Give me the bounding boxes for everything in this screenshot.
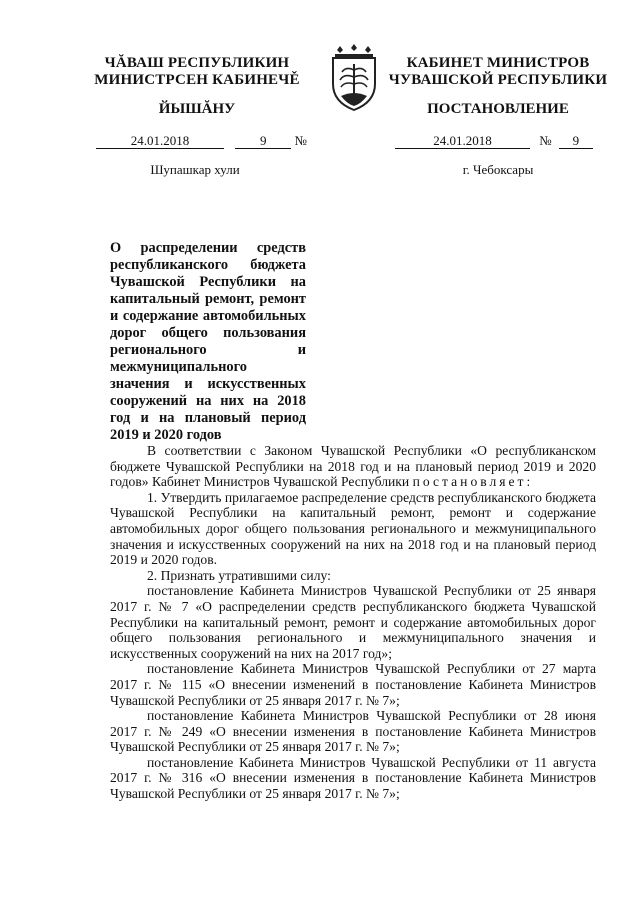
rescinded-item: постановление Кабинета Министров Чувашской Республики от 27 марта 2017 г. № 115 «О внесении изменений в постановление Кабинета Министров Чувашской Республики от 25 января 2017 г. № 7»; bbox=[110, 661, 596, 708]
resolves-text: постановляет: bbox=[412, 474, 534, 490]
doc-type-chuvash: ЙЫШĂНУ bbox=[158, 101, 236, 117]
issuer-chuvash bbox=[92, 55, 302, 89]
item-2: 2. Признать утратившими силу: bbox=[147, 567, 331, 583]
rescinded-item: постановление Кабинета Министров Чувашской Республики от 11 августа 2017 г. № 316 «О внесении изменения в постановление Кабинета Министров Чувашской Республики от 25 января 2017 г. № 7»; bbox=[110, 754, 596, 802]
date-row-russian bbox=[395, 133, 593, 149]
chuvash-coat-of-arms-icon bbox=[323, 44, 385, 116]
date-chuvash: 24.01.2018 bbox=[96, 134, 224, 149]
intro-text: В соответствии с Законом Чувашской Республики «О республиканском бюджете Чувашской Республики на 2018 год и на плановый период 2019 и 2020 годов» Кабинет Министров Чувашской Республики bbox=[110, 443, 596, 490]
document-body bbox=[110, 443, 596, 802]
number-russian: 9 bbox=[559, 134, 593, 149]
date-russian: 24.01.2018 bbox=[395, 134, 530, 149]
number-sign-chuvash: № bbox=[294, 133, 307, 148]
document-title: О распределении средств республиканского бюджета Чувашской Республики на капитальный ремонт, ремонт и содержание автомобильных дорог общего пользования регионального и межмуниципального значения и искусственных сооружений на них на 2018 год и на плановый период 2019 и 2020 годов bbox=[110, 240, 306, 443]
rescinded-item: постановление Кабинета Министров Чувашской Республики от 25 января 2017 г. № 7 «О распределении средств республиканского бюджета Чувашской Республики на капитальный ремонт, ремонт и содержание автомобильных дорог общего пользования регионального и межмуниципального значения и искусственных сооружений на них на 2017 год»; bbox=[110, 583, 596, 661]
issuer-chuvash-line2: МИНИСТРСЕН КАБИНЕЧĚ bbox=[94, 72, 300, 88]
number-sign-russian: № bbox=[539, 133, 552, 148]
doc-type-russian: ПОСТАНОВЛЕНИЕ bbox=[427, 101, 569, 117]
issuer-russian-line1: КАБИНЕТ МИНИСТРОВ bbox=[406, 55, 590, 71]
city-russian: г. Чебоксары bbox=[462, 162, 534, 177]
issuer-russian bbox=[388, 55, 608, 89]
issuer-russian-line2: ЧУВАШСКОЙ РЕСПУБЛИКИ bbox=[388, 72, 608, 88]
item-1: 1. Утвердить прилагаемое распределение средств республиканского бюджета Чувашской Республики на капитальный ремонт, ремонт и содержание автомобильных дорог общего пользования регионального и межмуниципального значения и искусственных сооружений на них на 2018 год и на плановый период 2019 и 2020 годов. bbox=[110, 489, 596, 568]
number-chuvash: 9 bbox=[235, 134, 291, 149]
rescinded-item: постановление Кабинета Министров Чувашской Республики от 28 июня 2017 г. № 249 «О внесении изменения в постановление Кабинета Министров Чувашской Республики от 25 января 2017 г. № 7»; bbox=[110, 708, 596, 755]
issuer-chuvash-line1: ЧĂВАШ РЕСПУБЛИКИН bbox=[104, 55, 290, 71]
date-row-chuvash bbox=[96, 133, 307, 149]
city-chuvash: Шупашкар хули bbox=[150, 162, 240, 177]
intro-paragraph bbox=[110, 443, 596, 490]
